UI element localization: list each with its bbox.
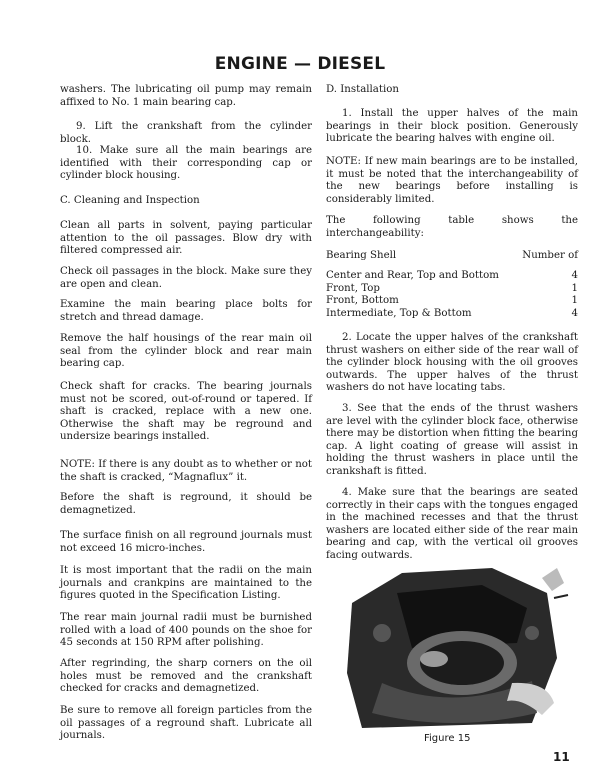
paragraph: Remove the half housings of the rear main oil seal from the cylinder block and rear main bearing cap. <box>60 333 312 370</box>
step-1: 1. Install the upper halves of the main bearings in their block position. Generously lubricate the bearing halves with engine oil. <box>326 108 578 145</box>
table-cell: 4 <box>571 270 578 282</box>
section-heading: D. Installation <box>326 84 399 95</box>
table-header-cell: Number of <box>522 250 578 261</box>
paragraph: Check shaft for cracks. The bearing journals must not be scored, out-of-round or tapered. If shaft is cracked, replace with a new one. Otherwise the shaft may be reground and undersize bearings installed. <box>60 381 312 443</box>
table-row <box>326 308 578 320</box>
table-row <box>326 283 578 295</box>
paragraph: Before the shaft is reground, it should be demagnetized. <box>60 492 312 516</box>
step-2: 2. Locate the upper halves of the crankshaft thrust washers on either side of the rear wall of the cylinder block housing with the oil grooves outwards. The upper halves of the thrust washers do not have locating tabs. <box>326 332 578 394</box>
paragraph: The rear main journal radii must be burnished rolled with a load of 400 pounds on the shoe for 45 seconds at 150 RPM after polishing. <box>60 612 312 649</box>
table-cell: Intermediate, Top & Bottom <box>326 307 472 319</box>
table-header-row <box>326 250 578 262</box>
table-cell: 4 <box>571 307 578 319</box>
table-cell: 1 <box>571 282 578 294</box>
page-title: ENGINE — DIESEL <box>214 54 386 74</box>
step-3: 3. See that the ends of the thrust washers are level with the cylinder block face, otherwise there may be distortion when fitting the bearing cap. A light coating of grease will assist in holding the thrust washers in place until the crankshaft is fitted. <box>326 403 578 477</box>
table-header-cell: Bearing Shell <box>326 250 397 261</box>
table-cell: Front, Top <box>326 282 380 294</box>
paragraph: It is most important that the radii on the main journals and crankpins are maintained to the figures quoted in the Specification Listing. <box>60 565 312 602</box>
paragraph: The following table shows the interchangeability: <box>326 215 578 239</box>
paragraph: Be sure to remove all foreign particles from the oil passages of a reground shaft. Lubricate all journals. <box>60 705 312 742</box>
table-cell: Front, Bottom <box>326 295 399 307</box>
paragraph: Examine the main bearing place bolts for stretch and thread damage. <box>60 299 312 323</box>
paragraph: The surface finish on all reground journals must not exceed 16 micro-inches. <box>60 530 312 554</box>
paragraph: Clean all parts in solvent, paying particular attention to the oil passages. Blow dry with filtered compressed air. <box>60 220 312 257</box>
table-row <box>326 270 578 282</box>
step-10: 10. Make sure all the main bearings are identified with their corresponding cap or cylinder block housing. <box>60 145 312 182</box>
paragraph: washers. The lubricating oil pump may remain affixed to No. 1 main bearing cap. <box>60 84 312 108</box>
paragraph: Check oil passages in the block. Make sure they are open and clean. <box>60 266 312 290</box>
interchangeability-table <box>326 250 578 320</box>
section-heading: C. Cleaning and Inspection <box>60 195 200 206</box>
note: NOTE: If new main bearings are to be installed, it must be noted that the interchangeability of the new bearings before installing is considerably limited. <box>326 156 578 205</box>
bearing-cap-photo <box>342 563 572 731</box>
paragraph: After regrinding, the sharp corners on the oil holes must be removed and the crankshaft checked for cracks and demagnetized. <box>60 658 312 695</box>
step-9: 9. Lift the crankshaft from the cylinder block. <box>60 121 312 145</box>
page-number: 11 <box>553 750 570 764</box>
table-cell: Center and Rear, Top and Bottom <box>326 270 499 282</box>
step-4: 4. Make sure that the bearings are seated correctly in their caps with the tongues engaged in the machined recesses and that the thrust washers are located either side of the rear main bearing and cap, with the vertical oil grooves facing outwards. <box>326 487 578 561</box>
figure-caption: Figure 15 <box>424 733 471 744</box>
table-cell: 1 <box>571 295 578 307</box>
note: NOTE: If there is any doubt as to whether or not the shaft is cracked, “Magnaflux” it. <box>60 459 312 483</box>
table-row <box>326 295 578 307</box>
